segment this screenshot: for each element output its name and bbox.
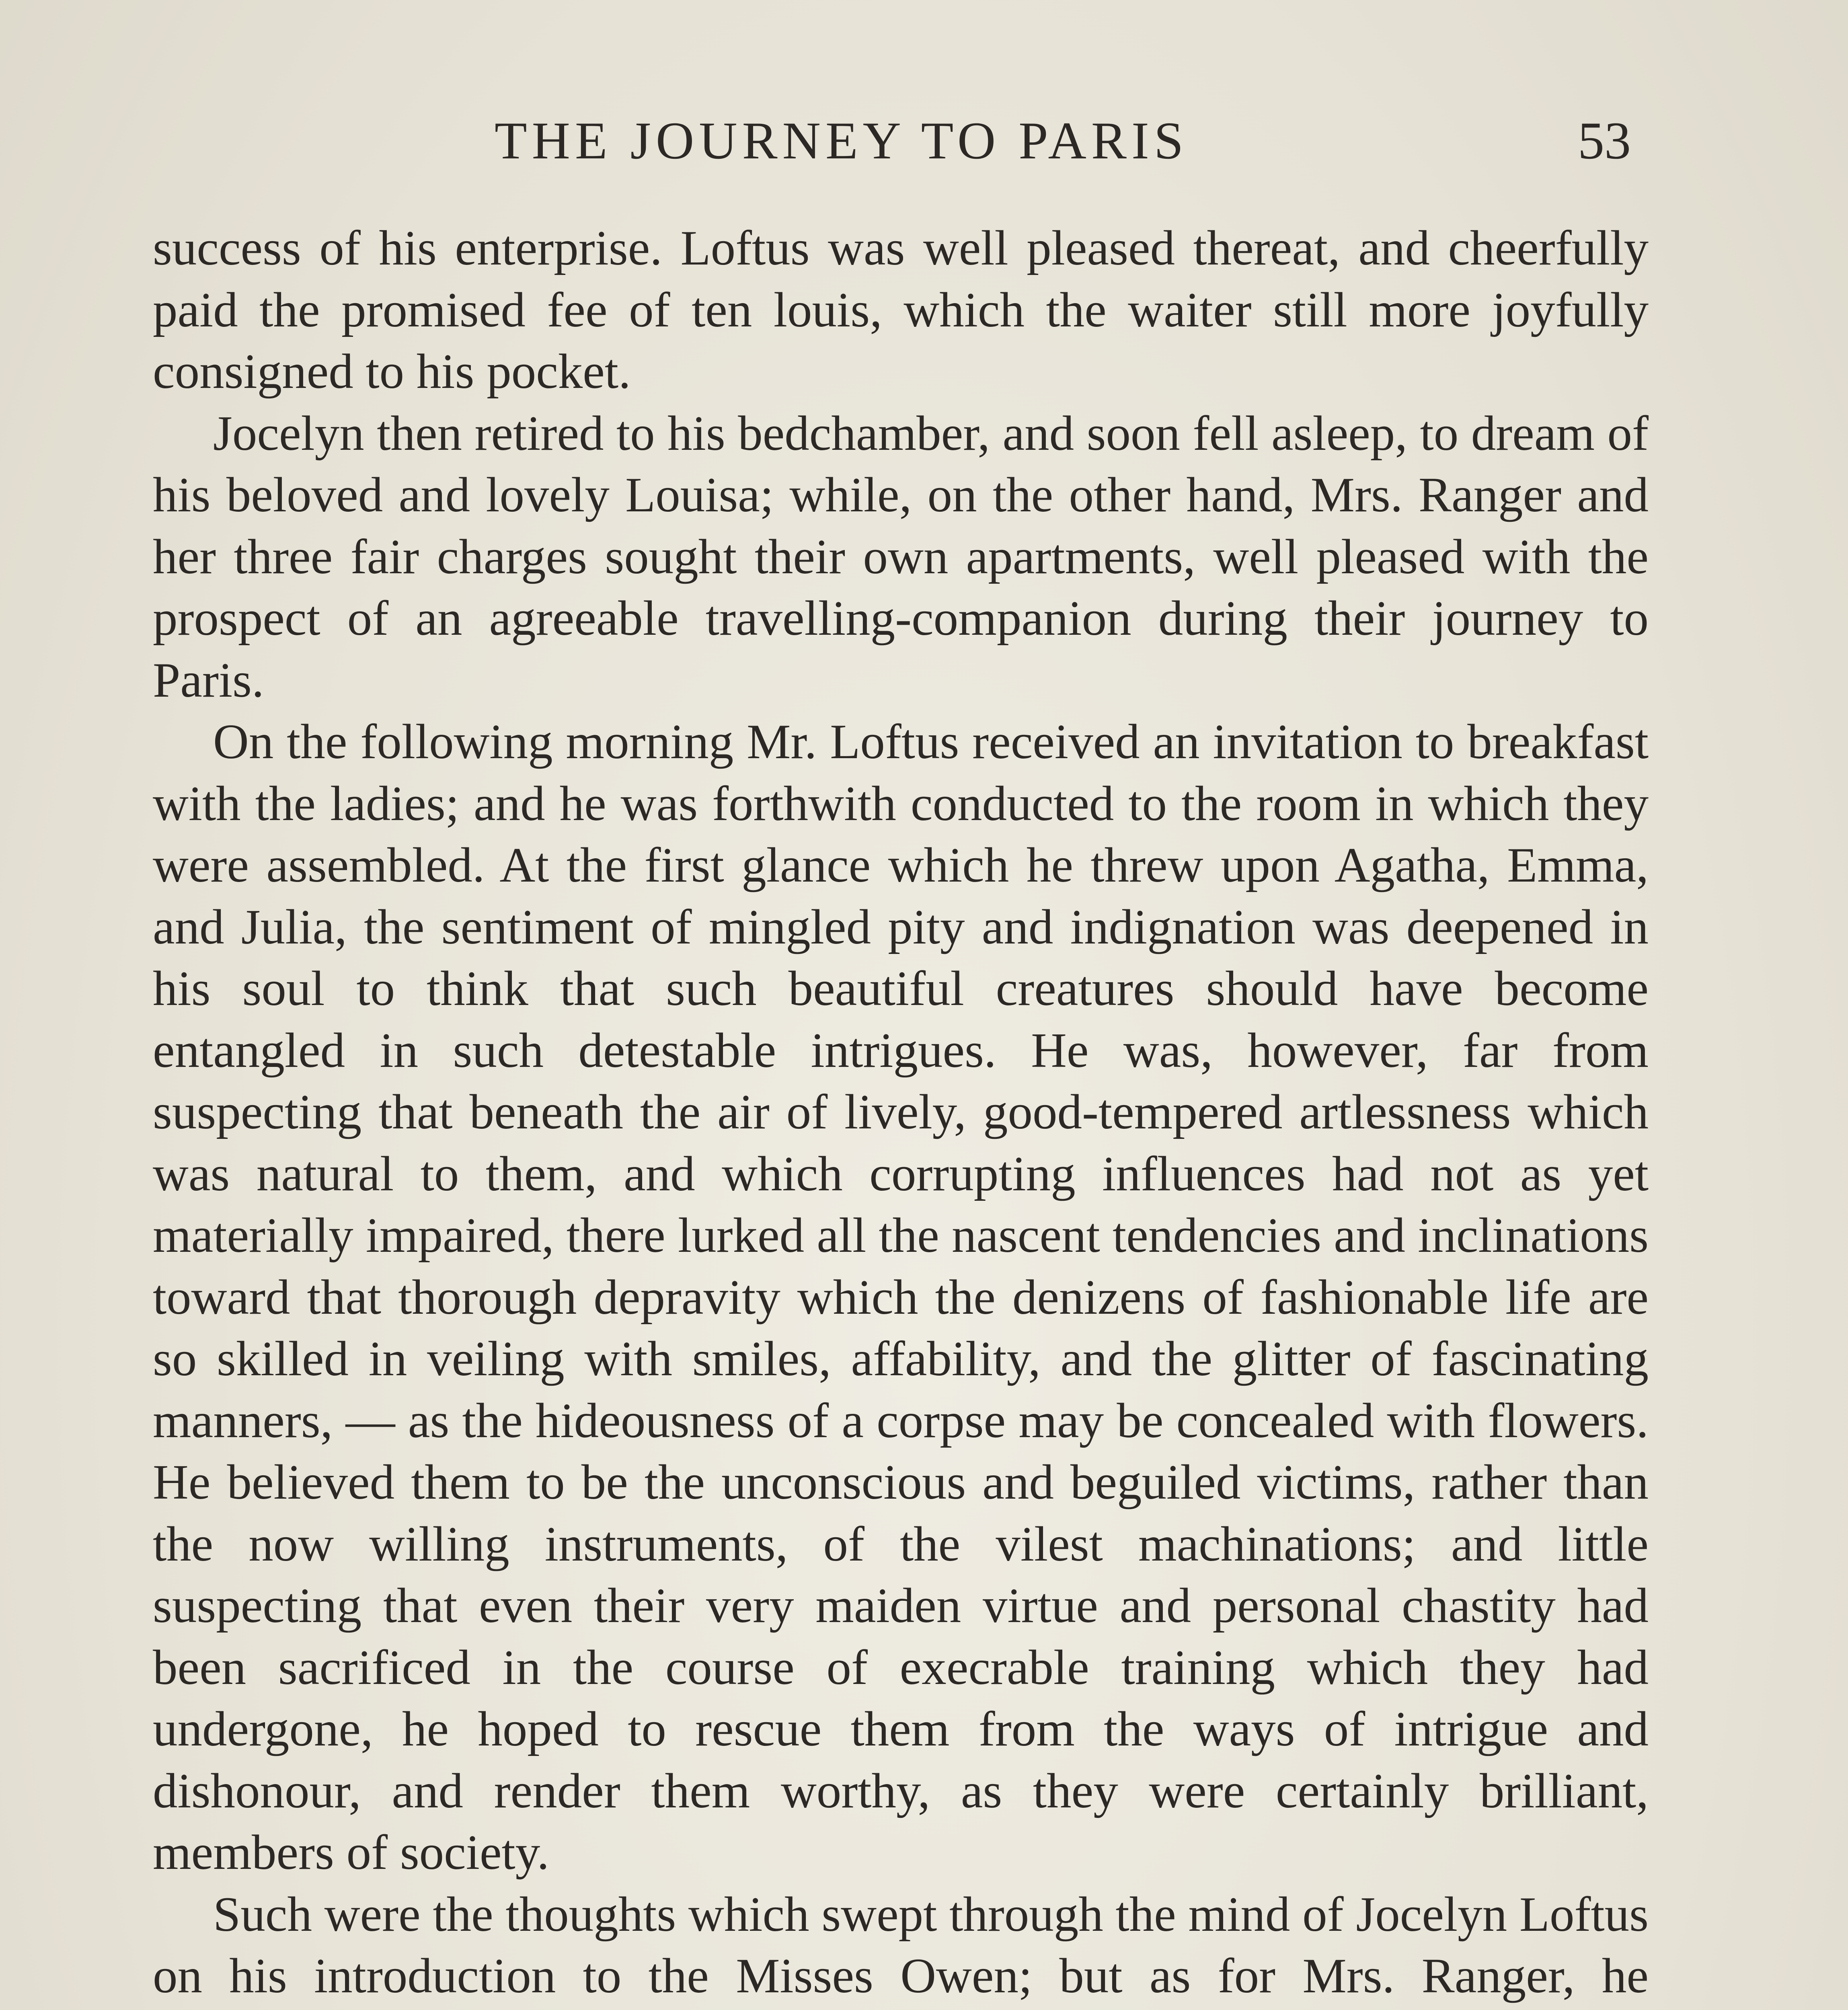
paragraph-3: On the following morning Mr. Loftus received an invitation to breakfast with the ladies; and he was forthwith conducted to the room in which they were assembled. At the first glance which he threw upon Agatha, Emma, and Julia, the sentiment of mingled pity and indignation was deepened in his soul to think that such beautiful creatures should have become entangled in such detestable intrigues. He was, however, far from suspecting that beneath the air of lively, good-tempered artlessness which was natural to them, and which corrupting influences had not as yet materially impaired, there lurked all the nascent tendencies and inclinations toward that thorough depravity which the denizens of fashionable life are so skilled in veiling with smiles, affability, and the glitter of fascinating manners, — as the hideousness of a corpse may be concealed with flowers. He believed them to be the unconscious and beguiled victims, rather than the now willing instruments, of the vilest machinations; and little suspecting that even their very maiden virtue and personal chastity had been sacrificed in the course of execrable training which they had undergone, he hoped to rescue them from the ways of intrigue and dishonour, and render them worthy, as they were certainly brilliant, members of society. bbox=[153, 714, 1649, 1880]
running-title: THE JOURNEY TO PARIS bbox=[495, 111, 1189, 170]
page-header bbox=[0, 100, 1848, 181]
page-number: 53 bbox=[1578, 111, 1631, 170]
body-text bbox=[153, 217, 1649, 2010]
paragraph-1: success of his enterprise. Loftus was well pleased thereat, and cheerfully paid the promised fee of ten louis, which the waiter still more joyfully consigned to his pocket. bbox=[153, 220, 1649, 399]
paragraph-4: Such were the thoughts which swept through the mind of Jocelyn Loftus on his introduction to the Misses Owen; but as for Mrs. Ranger, he bbox=[153, 1886, 1649, 2003]
paragraph-2: Jocelyn then retired to his bedchamber, and soon fell asleep, to dream of his beloved and lovely Louisa; while, on the other hand, Mrs. Ranger and her three fair charges sought their own apartments, well pleased with the prospect of an agreeable travelling-companion during their journey to Paris. bbox=[153, 405, 1649, 708]
